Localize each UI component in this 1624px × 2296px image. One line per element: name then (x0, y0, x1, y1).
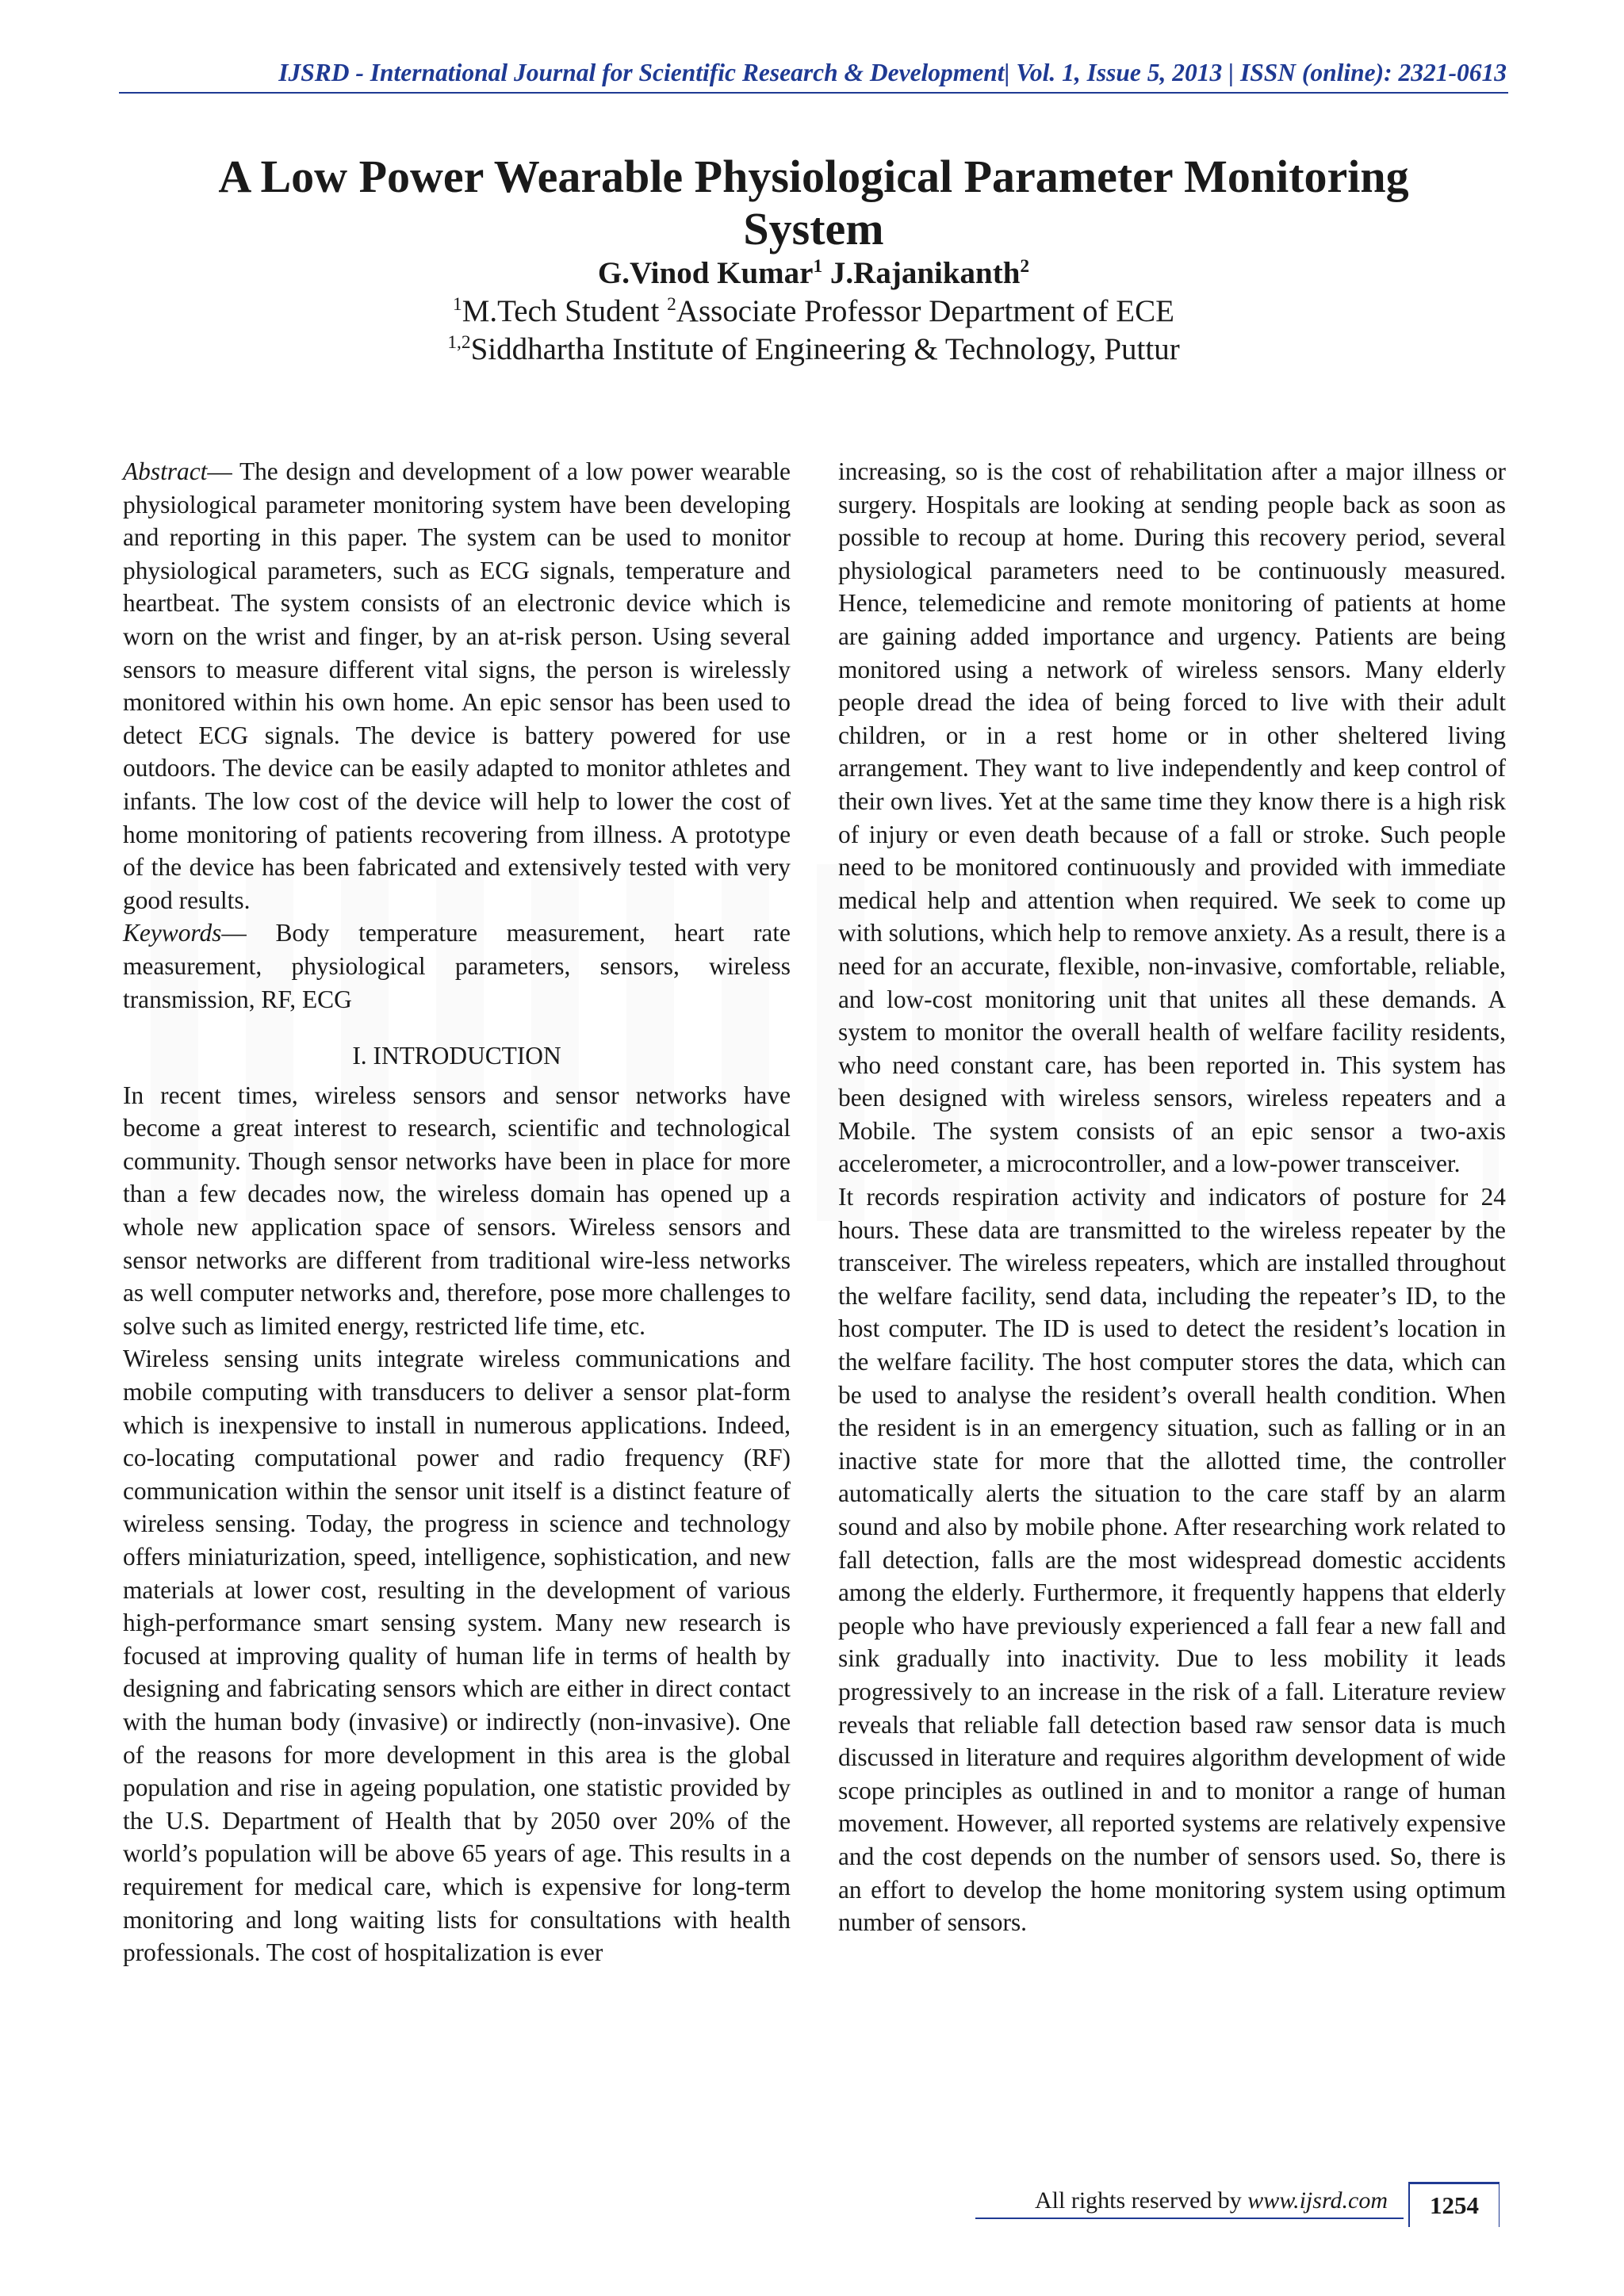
author-1-sup: 1 (813, 256, 823, 277)
paper-title (119, 151, 1508, 255)
journal-header: IJSRD - International Journal for Scientific Research & Development| Vol. 1, Issue 5, 2013 | ISSN (online): 2321-0613 (278, 59, 1507, 86)
affil-sup-3: 1,2 (447, 332, 471, 353)
section-heading-introduction: I. INTRODUCTION (352, 1042, 561, 1070)
paper-title-line-1: A Low Power Wearable Physiological Parameter Monitoring (218, 151, 1409, 202)
keywords-text: — Body temperature measurement, heart rate measurement, physiological parameters, sensors, wireless transmission, RF, ECG (123, 919, 791, 1013)
affil-role-2: Associate Professor Department of ECE (676, 294, 1174, 328)
affil-role-1: M.Tech Student (462, 294, 668, 328)
intro-paragraph-1: In recent times, wireless sensors and sensor networks have become a great interest to research, scientific and technological community. Though sensor networks have been in place for more than a few decades now, the wireless domain has opened up a whole new application space of sensors. Wireless sensors and sensor networks are different from traditional wire-less networks as well computer networks and, therefore, pose more challenges to solve such as limited energy, restricted life time, etc. (123, 1081, 791, 1340)
affil-institute: Siddhartha Institute of Engineering & Technology, Puttur (470, 332, 1180, 366)
author-2-name: J.Rajanikanth (829, 256, 1021, 290)
affil-sup-1: 1 (453, 294, 462, 315)
intro-paragraph-2: Wireless sensing units integrate wireless communications and mobile computing with transducers to deliver a sensor plat-form which is inexpensive to install in numerous applications. Indeed, co-locating computational power and radio frequency (RF) communication within the sensor unit itself is a distinct feature of wireless sensing. Today, the progress in science and technology offers miniaturization, speed, intelligence, sophistication, and new materials at lower cost, resulting in the development of various high-performance smart sensing system. Many new research is focused at improving quality of human life in terms of health by designing and fabricating sensors which are either in direct contact with the human body (invasive) or indirectly (non-invasive). One of the reasons for more development in this area is the global population and rise in ageing population, one statistic provided by the U.S. Department of Health that by 2050 over 20% of the world’s population will be above 65 years of age. This results in a requirement for medical care, which is expensive for long-term monitoring and long waiting lists for consultations with health professionals. The cost of hospitalization is ever (123, 1345, 791, 1967)
abstract-text: — The design and development of a low power wearable physiological parameter monitoring system have been developing and reporting in this paper. The system can be used to monitor physiological parameters, such as ECG signals, temperature and heartbeat. The system consists of an electronic device which is worn on the wrist and finger, by an at-risk person. Using several sensors to measure different vital signs, the person is wirelessly monitored within his own home. An epic sensor has been used to detect ECG signals. The device is battery powered for use outdoors. The device can be easily adapted to monitor athletes and infants. The low cost of the device will help to lower the cost of home monitoring of patients recovering from illness. A prototype of the device has been fabricated and extensively tested with very good results. (123, 457, 791, 914)
footer-site-link[interactable]: www.ijsrd.com (1247, 2187, 1388, 2214)
keywords (123, 916, 791, 1016)
footer-rights-text: All rights reserved by (1035, 2187, 1248, 2214)
paper-title-line-2: System (743, 203, 884, 254)
author-list (119, 255, 1508, 292)
left-column (123, 455, 791, 1969)
intro-paragraph-3: increasing, so is the cost of rehabilitation after a major illness or surgery. Hospitals are looking at sending people back as soon as possible to recoup at home. During this recovery period, several physiological parameters need to be continuously measured. Hence, telemedicine and remote monitoring of patients at home are gaining added importance and urgency. Patients are being monitored using a network of wireless sensors. Many elderly people dread the idea of being forced to live with their adult children, or in a rest home or in other sheltered living arrangement. They want to live independently and keep control of their own lives. Yet at the same time they know there is a high risk of injury or even death because of a fall or stroke. Such people need to be monitored continuously and provided with immediate medical help and attention when required. We seek to come up with solutions, which help to remove anxiety. As a result, there is a need for an accurate, flexible, non-invasive, comfortable, reliable, and low-cost monitoring unit that unites all these demands. A system to monitor the overall health of welfare facility residents, who need constant care, has been reported in. This system has been designed with wireless sensors, wireless repeaters and a Mobile. The system consists of an epic sensor a two-axis accelerometer, a microcontroller, and a low-power transceiver. (838, 457, 1506, 1178)
affil-sup-2: 2 (667, 294, 676, 315)
footer-copyright (912, 2185, 1388, 2217)
right-column (838, 455, 1506, 1939)
header-divider (119, 92, 1508, 94)
affiliation-line-2 (119, 331, 1508, 368)
author-1-name: G.Vinod Kumar (597, 256, 814, 290)
abstract (123, 455, 791, 916)
page-number: 1254 (1408, 2182, 1500, 2227)
author-2-sup: 2 (1020, 256, 1030, 277)
affiliation-line-1 (119, 293, 1508, 330)
intro-paragraph-4: It records respiration activity and indicators of posture for 24 hours. These data are transmitted to the wireless repeater by the transceiver. The wireless repeaters, which are installed throughout the welfare facility, send data, including the repeater’s ID, to the host computer. The ID is used to detect the resident’s location in the welfare facility. The host computer stores the data, which can be used to analyse the resident’s overall health condition. When the resident is in an emergency situation, such as falling or in an inactive state for more that the allotted time, the controller automatically alerts the situation to the care staff by an alarm sound and also by mobile phone. After researching work related to fall detection, falls are the most widespread domestic accidents among the elderly. Furthermore, it frequently happens that elderly people who have previously experienced a fall fear a new fall and sink gradually into inactivity. Due to less mobility it leads progressively to an increase in the risk of a fall. Literature review reveals that reliable fall detection based raw sensor data is much discussed in literature and requires algorithm development of wide scope principles as outlined in and to monitor a range of human movement. However, all reported systems are relatively expensive and the cost depends on the number of sensors used. So, there is an effort to develop the home monitoring system using optimum number of sensors. (838, 1183, 1506, 1937)
footer-divider (975, 2218, 1404, 2219)
abstract-label: Abstract (123, 457, 208, 485)
keywords-label: Keywords (123, 919, 222, 947)
